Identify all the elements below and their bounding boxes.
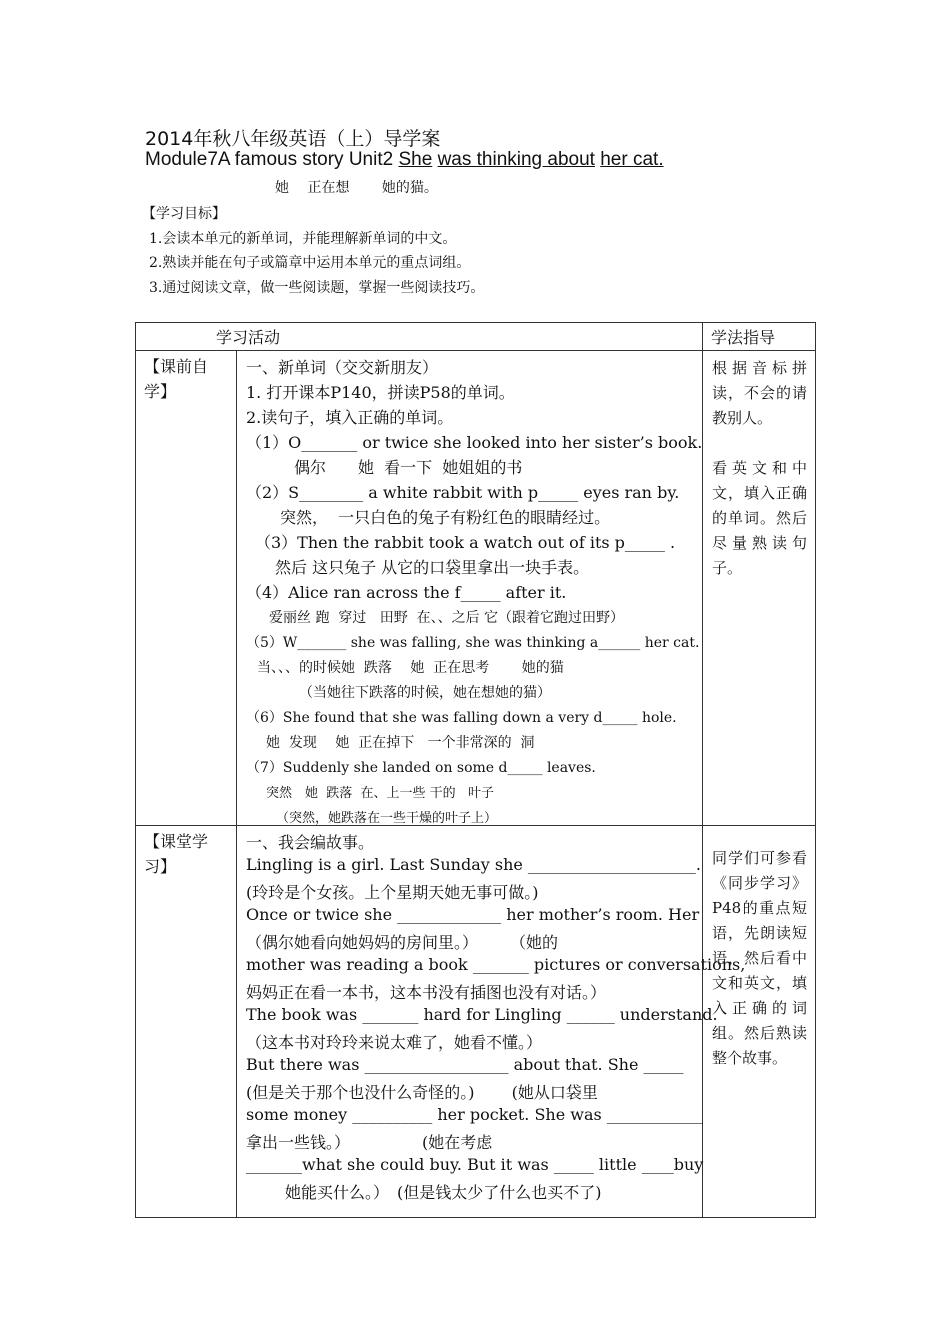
inclass-line: The book was _______ hard for Lingling ______ understand. <box>246 1005 718 1024</box>
page-title: 2014年秋八年级英语（上）导学案 <box>145 128 441 150</box>
inclass-line: Once or twice she _____________ her mother’s room. Her <box>246 905 700 924</box>
page-subtitle <box>145 149 664 171</box>
preclass-line: 突然， 一只白色的兔子有粉红色的眼睛经过。 <box>280 508 611 527</box>
preclass-line: （5）W_______ she was falling, she was thinking a______ her cat. <box>246 635 700 651</box>
preclass-line: 突然 她 跌落 在、上一些 干的 叶子 <box>266 786 495 801</box>
objective-item: 2.熟读并能在句子或篇章中运用本单元的重点词组。 <box>149 255 471 271</box>
section-label-inclass: 【课堂学习】 <box>136 826 237 1218</box>
preclass-line: （7）Suddenly she landed on some d_____ leaves. <box>246 760 596 776</box>
inclass-line: mother was reading a book _______ pictures or conversations, <box>246 955 746 974</box>
preclass-line: 1. 打开课本P140，拼读P58的单词。 <box>246 383 515 402</box>
inclass-line: (但是关于那个也没什么奇怪的。) (她从口袋里 <box>246 1083 598 1102</box>
preclass-line: （4）Alice ran across the f_____ after it. <box>246 583 567 602</box>
inclass-line: But there was __________________ about that. She _____ <box>246 1055 684 1074</box>
subtitle-cat: her cat. <box>600 149 664 170</box>
objective-item: 3.通过阅读文章，做一些阅读题，掌握一些阅读技巧。 <box>149 280 485 296</box>
preclass-line: （3）Then the rabbit took a watch out of its p_____ . <box>255 533 676 552</box>
study-table <box>135 322 816 1218</box>
inclass-line: (玲玲是个女孩。上个星期天她无事可做。) <box>246 883 539 902</box>
inclass-line: some money __________ her pocket. She was ____________ <box>246 1105 703 1124</box>
subtitle-she: She <box>398 149 433 170</box>
inclass-line: _______what she could buy. But it was _____ little ____buy <box>246 1155 704 1174</box>
objective-item: 1.会读本单元的新单词，并能理解新单词的中文。 <box>149 231 457 247</box>
preclass-line: 然后 这只兔子 从它的口袋里拿出一块手表。 <box>275 558 590 577</box>
preclass-line: 偶尔 她 看一下 她姐姐的书 <box>294 458 523 477</box>
preclass-line: 2.读句子，填入正确的单词。 <box>246 408 454 427</box>
preclass-line: （2）S________ a white rabbit with p_____ eyes ran by. <box>246 483 680 502</box>
objectives-heading: 【学习目标】 <box>142 206 226 222</box>
guide-inclass: 同学们可参看《同步学习》P48的重点短语，先朗读短语，然后看中文和英文，填入正确的词组。然后熟读整个故事。 <box>703 826 816 1218</box>
preclass-line: （突然，她跌落在一些干燥的叶子上） <box>276 811 498 826</box>
column-header-activity: 学习活动 <box>136 323 703 351</box>
preclass-content <box>237 351 703 826</box>
preclass-line: 她 发现 她 正在掉下 一个非常深的 洞 <box>266 735 535 751</box>
subtitle-thinking: was thinking about <box>437 149 595 170</box>
column-header-guide: 学法指导 <box>703 323 816 351</box>
inclass-line: （这本书对玲玲来说太难了，她看不懂。） <box>246 1033 543 1052</box>
table-row-preclass <box>136 351 816 826</box>
preclass-line: （6）She found that she was falling down a very d_____ hole. <box>246 710 677 726</box>
inclass-line: Lingling is a girl. Last Sunday she _____________________. <box>246 855 702 874</box>
section-label-preclass: 【课前自学】 <box>136 351 237 826</box>
subtitle-prefix: Module7A famous story Unit2 <box>145 149 399 170</box>
inclass-content <box>237 826 746 1218</box>
preclass-line: 爱丽丝 跑 穿过 田野 在、、之后 它（跟着它跑过田野） <box>269 610 625 626</box>
inclass-line: 拿出一些钱。） (她在考虑 <box>246 1133 493 1152</box>
preclass-line: 当、、、的时候她 跌落 她 正在思考 她的猫 <box>257 660 564 676</box>
title-gloss: 她 正在想 她的猫。 <box>275 180 438 196</box>
inclass-line: 她能买什么。） (但是钱太少了什么也买不了) <box>285 1183 602 1202</box>
preclass-line: （1）O_______ or twice she looked into her sister’s book. <box>246 433 703 452</box>
table-header-row <box>136 323 816 351</box>
inclass-line: （偶尔她看向她妈妈的房间里。） （她的 <box>246 933 559 952</box>
guide-preclass: 根据音标拼读，不会的请教别人。 看英文和中文，填入正确的单词。然后尽量熟读句子。 <box>703 351 816 826</box>
preclass-line: （当她往下跌落的时候，她在想她的猫） <box>299 685 551 701</box>
inclass-line: 一、我会编故事。 <box>246 833 375 852</box>
preclass-line: 一、新单词（交交新朋友） <box>246 358 439 377</box>
inclass-line: 妈妈正在看一本书，这本书没有插图也没有对话。） <box>246 983 607 1002</box>
table-row-inclass <box>136 826 816 1218</box>
